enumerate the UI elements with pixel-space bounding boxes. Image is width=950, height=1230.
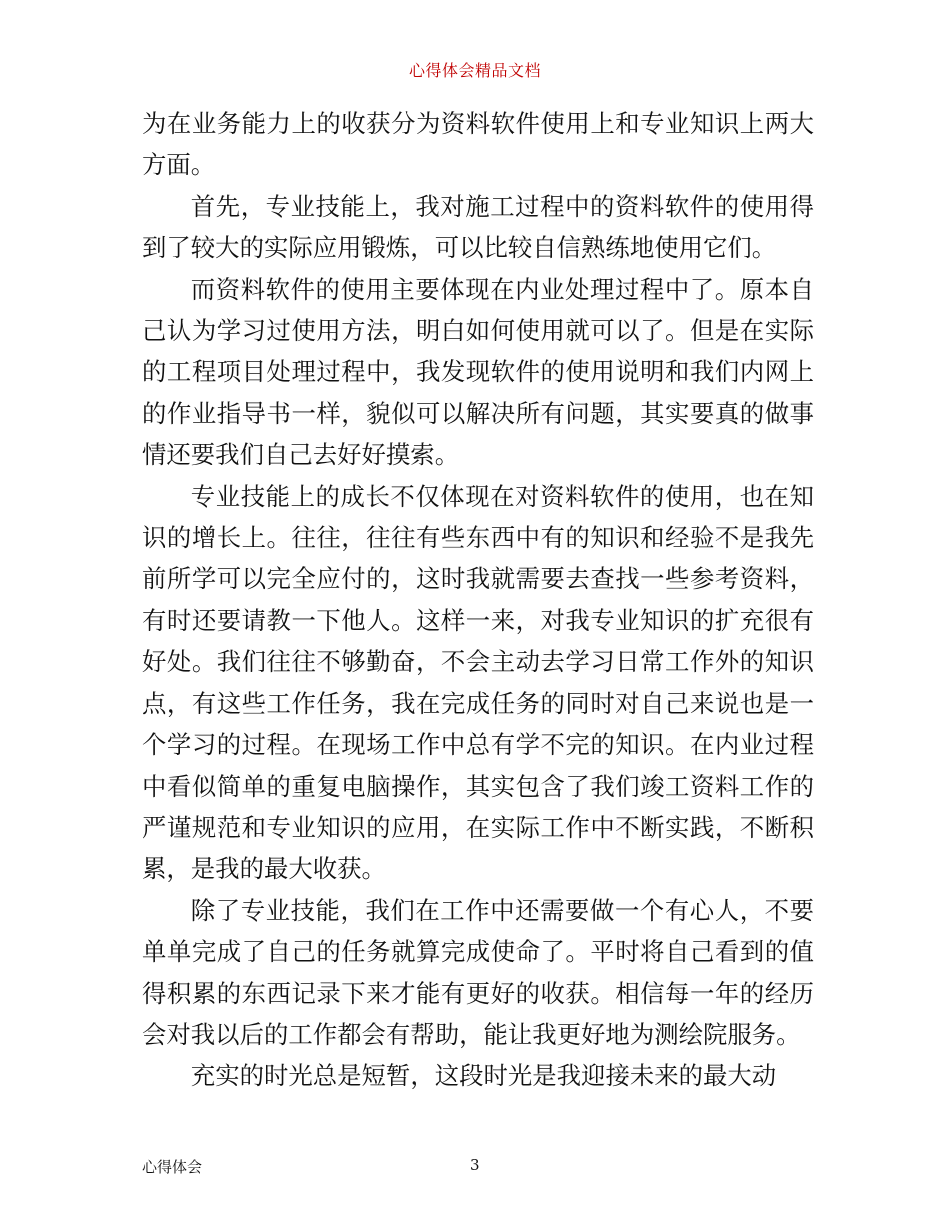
paragraph-1: 为在业务能力上的收获分为资料软件使用上和专业知识上两大方面。	[142, 109, 814, 180]
paragraph-5: 除了专业技能，我们在工作中还需要做一个有心人，不要单单完成了自己的任务就算完成使命了。平时将自己看到的值得积累的东西记录下来才能有更好的收获。相信每一年的经历会对我以后的工作都会有帮助，能让我更好地为测绘院服务。	[142, 895, 814, 1049]
paragraph-4: 专业技能上的成长不仅体现在对资料软件的使用，也在知识的增长上。往往，往往有些东西中有的知识和经验不是我先前所学可以完全应付的，这时我就需要去查找一些参考资料，有时还要请教一下他人。这样一来，对我专业知识的扩充很有好处。我们往往不够勤奋，不会主动去学习日常工作外的知识点，有这些工作任务，我在完成任务的同时对自己来说也是一个学习的过程。在现场工作中总有学不完的知识。在内业过程中看似简单的重复电脑操作，其实包含了我们竣工资料工作的严谨规范和专业知识的应用，在实际工作中不断实践，不断积累，是我的最大收获。	[142, 481, 814, 884]
footer-label: 心得体会	[142, 1158, 203, 1176]
paragraph-2: 首先，专业技能上，我对施工过程中的资料软件的使用得到了较大的实际应用锻炼，可以比较自信熟练地使用它们。	[142, 191, 814, 263]
page-footer	[142, 1156, 814, 1180]
page-number: 3	[470, 1156, 480, 1174]
page-header-title: 心得体会精品文档	[408, 61, 541, 80]
document-body	[142, 103, 814, 1097]
paragraph-3: 而资料软件的使用主要体现在内业处理过程中了。原本自己认为学习过使用方法，明白如何使用就可以了。但是在实际的工程项目处理过程中，我发现软件的使用说明和我们内网上的作业指导书一样，貌似可以解决所有问题，其实要真的做事情还要我们自己去好好摸索。	[142, 274, 814, 470]
paragraph-6: 充实的时光总是短暂，这段时光是我迎接未来的最大动	[190, 1061, 777, 1091]
